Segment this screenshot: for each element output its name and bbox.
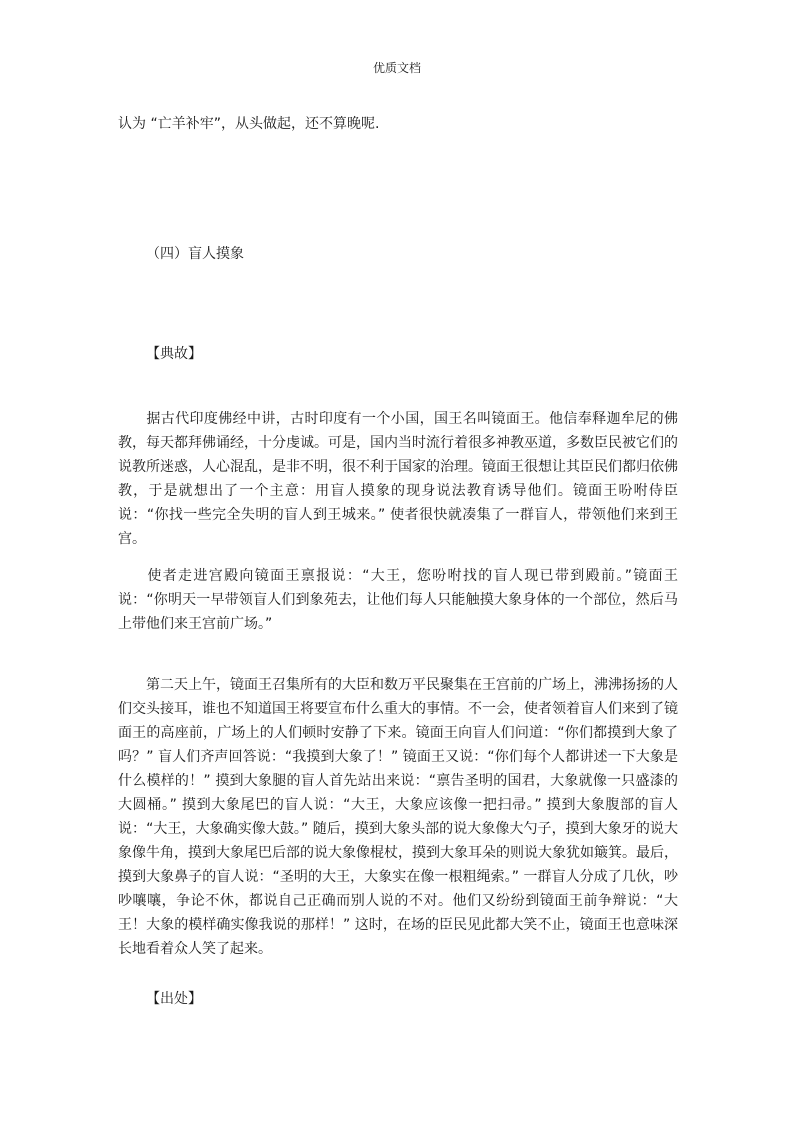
story-paragraph-1-text: 据古代印度佛经中讲，古时印度有一个小国，国王名叫镜面王。他信奉释迦牟尼的佛教，每天都拜佛诵经，十分虔诚。可是，国内当时流行着很多神教巫道，多数臣民被它们的说教所迷惑，人心混乱，是非不明，很不利于国家的治理。镜面王很想让其臣民们都归依佛教，于是就想出了一个主意：用盲人摸象的现身说法教育诱导他们。镜面王吩咐侍臣说：“你找一些完全失明的盲人到王城来。” 使者很快就凑集了一群盲人，带领他们来到王宫。 [118,411,678,547]
section-heading: （四）盲人摸象 [146,246,244,262]
story-paragraph-2 [118,564,678,636]
story-paragraph-3 [118,673,678,961]
story-paragraph-1 [118,407,678,551]
intro-line: 认为 “亡羊补牢”，从头做起，还不算晚呢. [118,116,380,132]
page-header-title: 优质文档 [372,61,421,75]
story-paragraph-3-text: 第二天上午，镜面王召集所有的大臣和数万平民聚集在王宫前的广场上，沸沸扬扬的人们交头接耳，谁也不知道国王将要宣布什么重大的事情。不一会，使者领着盲人们来到了镜面王的高座前，广场上的人们顿时安静了下来。镜面王向盲人们问道：“你们都摸到大象了吗？” 盲人们齐声回答说：“我摸到大象了！” 镜面王又说：“你们每个人都讲述一下大象是什么模样的！” 摸到大象腿的盲人首先站出来说：“禀告圣明的国君，大象就像一只盛漆的大圆桶。” 摸到大象尾巴的盲人说：“大王，大象应该像一把扫帚。” 摸到大象腹部的盲人说：“大王，大象确实像大鼓。” 随后，摸到大象头部的说大象像大勺子，摸到大象牙的说大象像牛角，摸到大象尾巴后部的说大象像棍杖，摸到大象耳朵的则说大象犹如簸箕。最后，摸到大象鼻子的盲人说：“圣明的大王，大象实在像一根粗绳索。” 一群盲人分成了几伙，吵吵嚷嚷，争论不休，都说自己正确而别人说的不对。他们又纷纷到镜面王前争辩说：“大王！大象的模样确实像我说的那样！” 这时，在场的臣民见此都大笑不止，镜面王也意味深长地看着众人笑了起来。 [118,677,678,957]
story-heading: 【典故】 [146,346,202,362]
story-paragraph-2-text: 使者走进宫殿向镜面王禀报说：“大王，您吩咐找的盲人现已带到殿前。”镜面王说：“你明天一早带领盲人们到象苑去，让他们每人只能触摸大象身体的一个部位，然后马上带他们来王宫前广场。” [118,568,678,632]
source-heading: 【出处】 [146,991,202,1007]
